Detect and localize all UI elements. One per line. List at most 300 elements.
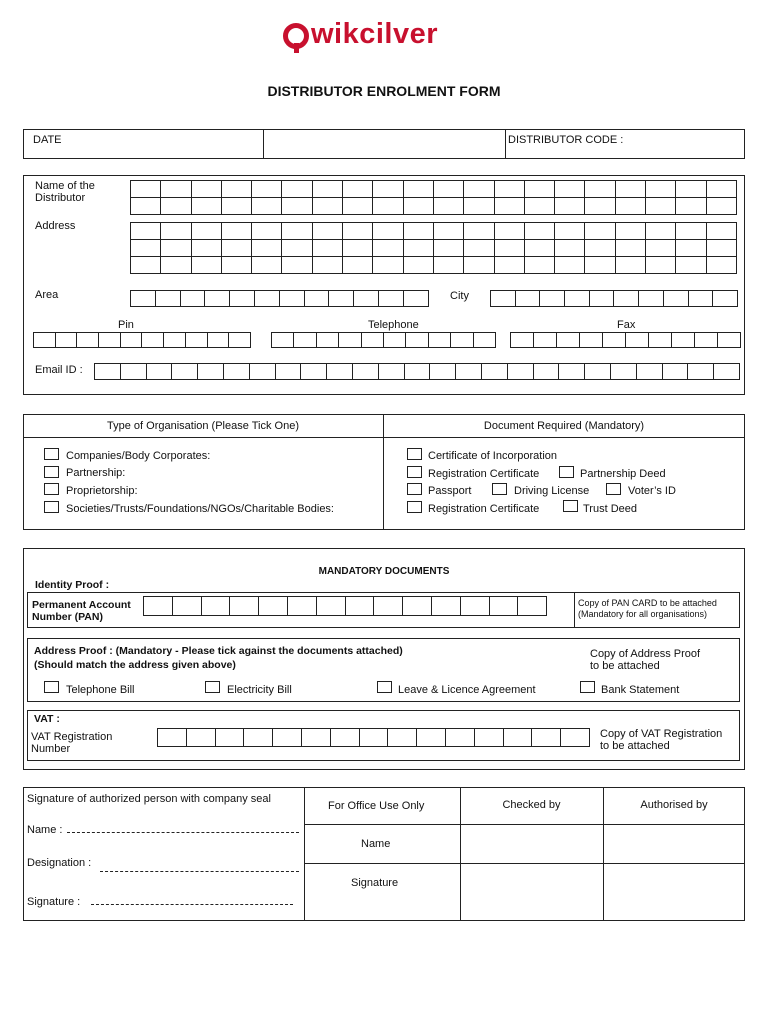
char-box[interactable] [675,222,706,240]
char-box[interactable] [481,363,508,380]
doc-registration-certificate-2: Registration Certificate [428,503,540,515]
char-box[interactable] [223,363,250,380]
char-box[interactable] [186,728,216,747]
office-signature-label: Signature [351,877,399,889]
char-box[interactable] [433,222,464,240]
org-type-companies: Companies/Body Corporates: [66,450,211,462]
char-box[interactable] [706,222,737,240]
char-box[interactable] [251,239,282,257]
char-box[interactable] [524,256,555,274]
char-box[interactable] [706,180,737,198]
char-box[interactable] [372,222,403,240]
char-box[interactable] [645,197,676,215]
checked-by-label: Checked by [502,799,561,811]
char-box[interactable] [191,197,222,215]
char-box[interactable] [383,332,406,348]
char-box[interactable] [554,197,585,215]
char-box[interactable] [221,180,252,198]
city-label: City [450,290,469,302]
char-box[interactable] [281,222,312,240]
checkbox-companies[interactable] [44,448,59,460]
org-type-proprietorship: Proprietorship: [66,485,138,497]
char-box[interactable] [533,332,557,348]
vat-copy-note: Copy of VAT Registration [600,728,723,740]
char-box[interactable] [554,222,585,240]
char-box[interactable] [675,197,706,215]
char-box[interactable] [554,180,585,198]
char-box[interactable] [473,332,496,348]
char-box[interactable] [185,332,208,348]
char-box[interactable] [316,596,346,616]
checkbox-certificate-incorporation[interactable] [407,448,422,460]
char-box[interactable] [463,180,494,198]
char-box[interactable] [517,596,547,616]
telephone-input[interactable] [271,332,495,348]
char-box[interactable] [489,596,519,616]
char-box[interactable] [345,596,375,616]
char-box[interactable] [645,256,676,274]
char-box[interactable] [372,256,403,274]
char-box[interactable] [191,256,222,274]
address-input-row-1[interactable] [130,222,736,240]
address-proof-note: (Should match the address given above) [34,659,236,671]
char-box[interactable] [474,728,504,747]
char-box[interactable] [326,363,353,380]
checkbox-registration-certificate-2[interactable] [407,501,422,513]
char-box[interactable] [687,363,714,380]
char-box[interactable] [251,256,282,274]
char-box[interactable] [201,596,231,616]
signature-title: Signature of authorized person with company seal [27,793,271,805]
char-box[interactable] [342,197,373,215]
char-box[interactable] [662,363,689,380]
char-box[interactable] [342,256,373,274]
char-box[interactable] [602,332,626,348]
char-box[interactable] [312,222,343,240]
char-box[interactable] [372,197,403,215]
char-box[interactable] [524,222,555,240]
name-input-row-2[interactable] [130,197,736,215]
signature-field-label: Signature : [27,896,81,908]
char-box[interactable] [584,197,615,215]
char-box[interactable] [507,363,534,380]
char-box[interactable] [301,728,331,747]
org-type-partnership: Partnership: [66,467,126,479]
char-box[interactable] [254,290,280,307]
distributor-code-label: DISTRIBUTOR CODE : [508,134,624,146]
char-box[interactable] [494,180,525,198]
char-box[interactable] [524,180,555,198]
char-box[interactable] [372,239,403,257]
char-box[interactable] [221,256,252,274]
char-box[interactable] [675,256,706,274]
divider [304,863,745,864]
pin-input[interactable] [33,332,250,348]
char-box[interactable] [460,596,490,616]
char-box[interactable] [281,256,312,274]
char-box[interactable] [510,332,534,348]
pan-label-2: Number (PAN) [32,611,103,623]
name-input-row-1[interactable] [130,180,736,198]
char-box[interactable] [157,728,187,747]
authorised-by-name-cell[interactable] [605,826,744,862]
char-box[interactable] [373,596,403,616]
vat-registration-label-2: Number [31,743,71,755]
doc-passport: Passport [428,485,472,497]
vat-registration-label: VAT Registration [31,731,113,743]
date-label: DATE [33,134,62,146]
char-box[interactable] [287,596,317,616]
char-box[interactable] [671,332,695,348]
char-box[interactable] [33,332,56,348]
char-box[interactable] [615,180,646,198]
char-box[interactable] [515,290,541,307]
logo-q-icon [283,23,309,49]
char-box[interactable] [160,256,191,274]
char-box[interactable] [433,180,464,198]
char-box[interactable] [404,363,431,380]
divider [263,129,264,159]
char-box[interactable] [312,239,343,257]
char-box[interactable] [615,222,646,240]
char-box[interactable] [197,363,224,380]
char-box[interactable] [304,290,330,307]
char-box[interactable] [712,290,738,307]
pin-label: Pin [118,319,134,331]
checkbox-trust-deed[interactable] [563,500,578,512]
name-label-2: Distributor [35,192,86,204]
char-box[interactable] [648,332,672,348]
checkbox-proprietorship[interactable] [44,483,59,495]
org-type-header: Type of Organisation (Please Tick One) [107,420,299,432]
char-box[interactable] [76,332,99,348]
char-box[interactable] [160,239,191,257]
char-box[interactable] [675,180,706,198]
char-box[interactable] [330,728,360,747]
char-box[interactable] [378,290,404,307]
char-box[interactable] [584,180,615,198]
char-box[interactable] [645,222,676,240]
divider [23,437,745,438]
char-box[interactable] [450,332,473,348]
name-label: Name of the [35,180,95,192]
address-proof-copy-note-2: to be attached [590,660,660,672]
char-box[interactable] [312,256,343,274]
char-box[interactable] [98,332,121,348]
char-box[interactable] [312,180,343,198]
char-box[interactable] [463,197,494,215]
char-box[interactable] [645,239,676,257]
char-box[interactable] [615,197,646,215]
char-box[interactable] [221,197,252,215]
char-box[interactable] [531,728,561,747]
char-box[interactable] [215,728,245,747]
char-box[interactable] [636,363,663,380]
char-box[interactable] [130,239,161,257]
char-box[interactable] [638,290,664,307]
electricity-bill-label: Electricity Bill [227,684,292,696]
char-box[interactable] [403,290,429,307]
area-label: Area [35,289,59,301]
fax-label: Fax [617,319,636,331]
doc-certificate-incorporation: Certificate of Incorporation [428,450,558,462]
name-field-label: Name : [27,824,63,836]
divider [505,129,506,159]
checked-by-name-cell[interactable] [462,826,602,862]
char-box[interactable] [433,197,464,215]
checkbox-passport[interactable] [407,483,422,495]
char-box[interactable] [713,363,740,380]
doc-partnership-deed: Partnership Deed [580,468,666,480]
char-box[interactable] [143,596,173,616]
char-box[interactable] [243,728,273,747]
char-box[interactable] [694,332,718,348]
char-box[interactable] [706,197,737,215]
char-box[interactable] [378,363,405,380]
char-box[interactable] [524,197,555,215]
checkbox-driving-license[interactable] [492,483,507,495]
char-box[interactable] [539,290,565,307]
char-box[interactable] [312,197,343,215]
pan-input[interactable] [143,596,546,616]
char-box[interactable] [160,197,191,215]
char-box[interactable] [300,363,327,380]
checked-by-signature-cell[interactable] [462,865,602,920]
char-box[interactable] [589,290,615,307]
char-box[interactable] [353,290,379,307]
char-box[interactable] [160,180,191,198]
char-box[interactable] [584,363,611,380]
char-box[interactable] [130,256,161,274]
authorised-by-signature-cell[interactable] [605,865,744,920]
char-box[interactable] [316,332,339,348]
char-box[interactable] [403,239,434,257]
city-input[interactable] [490,290,737,307]
char-box[interactable] [361,332,384,348]
designation-line[interactable] [100,871,299,872]
char-box[interactable] [494,256,525,274]
char-box[interactable] [431,596,461,616]
char-box[interactable] [146,363,173,380]
char-box[interactable] [433,256,464,274]
char-box[interactable] [428,332,451,348]
name-line[interactable] [67,832,299,833]
checkbox-leave-licence[interactable] [377,681,392,693]
char-box[interactable] [533,363,560,380]
vat-label: VAT : [34,713,60,725]
area-input[interactable] [130,290,428,307]
char-box[interactable] [281,239,312,257]
checkbox-voters-id[interactable] [606,483,621,495]
char-box[interactable] [706,256,737,274]
checkbox-partnership-deed[interactable] [559,466,574,478]
char-box[interactable] [584,222,615,240]
char-box[interactable] [494,222,525,240]
date-field[interactable] [265,131,503,157]
char-box[interactable] [279,290,305,307]
char-box[interactable] [251,222,282,240]
char-box[interactable] [191,239,222,257]
email-input[interactable] [94,363,739,380]
char-box[interactable] [249,363,276,380]
char-box[interactable] [338,332,361,348]
char-box[interactable] [494,239,525,257]
char-box[interactable] [433,239,464,257]
signature-line[interactable] [91,904,293,905]
char-box[interactable] [359,728,389,747]
char-box[interactable] [228,332,251,348]
char-box[interactable] [191,222,222,240]
char-box[interactable] [271,332,294,348]
char-box[interactable] [251,197,282,215]
char-box[interactable] [141,332,164,348]
char-box[interactable] [130,197,161,215]
bank-statement-label: Bank Statement [601,684,680,696]
char-box[interactable] [405,332,428,348]
char-box[interactable] [615,239,646,257]
char-box[interactable] [402,596,432,616]
char-box[interactable] [579,332,603,348]
doc-trust-deed: Trust Deed [583,503,638,515]
char-box[interactable] [171,363,198,380]
divider [304,824,745,825]
char-box[interactable] [258,596,288,616]
char-box[interactable] [584,239,615,257]
char-box[interactable] [463,256,494,274]
vat-copy-note-2: to be attached [600,740,670,752]
char-box[interactable] [717,332,741,348]
checkbox-societies[interactable] [44,501,59,513]
brand-logo [283,18,438,51]
char-box[interactable] [342,222,373,240]
char-box[interactable] [281,180,312,198]
char-box[interactable] [275,363,302,380]
leave-licence-label: Leave & Licence Agreement [398,684,536,696]
char-box[interactable] [625,332,649,348]
char-box[interactable] [272,728,302,747]
char-box[interactable] [229,290,255,307]
char-box[interactable] [524,239,555,257]
address-input-row-2[interactable] [130,239,736,257]
char-box[interactable] [564,290,590,307]
char-box[interactable] [94,363,121,380]
char-box[interactable] [403,256,434,274]
authorised-by-label: Authorised by [640,799,708,811]
char-box[interactable] [615,256,646,274]
char-box[interactable] [130,290,156,307]
address-input-row-3[interactable] [130,256,736,274]
char-box[interactable] [120,332,143,348]
address-proof-label: Address Proof : (Mandatory - Please tick against the documents attached) [34,645,403,657]
char-box[interactable] [675,239,706,257]
char-box[interactable] [160,222,191,240]
char-box[interactable] [221,222,252,240]
checkbox-electricity-bill[interactable] [205,681,220,693]
char-box[interactable] [293,332,316,348]
checkbox-telephone-bill[interactable] [44,681,59,693]
office-use-label: For Office Use Only [328,800,425,812]
char-box[interactable] [688,290,714,307]
identity-proof-label: Identity Proof : [35,579,110,591]
doc-required-header: Document Required (Mandatory) [483,420,645,432]
char-box[interactable] [342,180,373,198]
char-box[interactable] [55,332,78,348]
char-box[interactable] [387,728,417,747]
char-box[interactable] [281,197,312,215]
doc-driving-license: Driving License [514,485,590,497]
divider [304,787,305,921]
doc-voters-id: Voter’s ID [628,485,676,497]
char-box[interactable] [613,290,639,307]
designation-field-label: Designation : [27,857,92,869]
char-box[interactable] [558,363,585,380]
pan-note: Copy of PAN CARD to be attached [578,598,717,608]
checkbox-registration-certificate-1[interactable] [407,466,422,478]
char-box[interactable] [342,239,373,257]
checkbox-bank-statement[interactable] [580,681,595,693]
char-box[interactable] [663,290,689,307]
char-box[interactable] [463,239,494,257]
char-box[interactable] [554,239,585,257]
char-box[interactable] [251,180,282,198]
divider [574,592,575,628]
char-box[interactable] [610,363,637,380]
char-box[interactable] [403,197,434,215]
char-box[interactable] [191,180,222,198]
char-box[interactable] [455,363,482,380]
doc-registration-certificate-1: Registration Certificate [428,468,540,480]
char-box[interactable] [328,290,354,307]
char-box[interactable] [155,290,181,307]
char-box[interactable] [180,290,206,307]
char-box[interactable] [221,239,252,257]
char-box[interactable] [584,256,615,274]
char-box[interactable] [207,332,230,348]
char-box[interactable] [204,290,230,307]
checkbox-partnership[interactable] [44,466,59,478]
char-box[interactable] [560,728,590,747]
char-box[interactable] [163,332,186,348]
char-box[interactable] [372,180,403,198]
distributor-code-field[interactable] [625,131,743,157]
char-box[interactable] [445,728,475,747]
fax-input[interactable] [510,332,740,348]
char-box[interactable] [403,180,434,198]
address-proof-copy-note: Copy of Address Proof [590,648,701,660]
mandatory-title: MANDATORY DOCUMENTS [318,566,450,577]
char-box[interactable] [463,222,494,240]
char-box[interactable] [352,363,379,380]
vat-input[interactable] [157,728,589,747]
char-box[interactable] [416,728,446,747]
char-box[interactable] [494,197,525,215]
char-box[interactable] [229,596,259,616]
char-box[interactable] [403,222,434,240]
char-box[interactable] [120,363,147,380]
char-box[interactable] [645,180,676,198]
char-box[interactable] [172,596,202,616]
char-box[interactable] [503,728,533,747]
char-box[interactable] [556,332,580,348]
form-title: DISTRIBUTOR ENROLMENT FORM [267,83,501,99]
char-box[interactable] [429,363,456,380]
pan-label: Permanent Account [32,599,131,611]
char-box[interactable] [706,239,737,257]
char-box[interactable] [490,290,516,307]
char-box[interactable] [554,256,585,274]
char-box[interactable] [130,180,161,198]
char-box[interactable] [130,222,161,240]
